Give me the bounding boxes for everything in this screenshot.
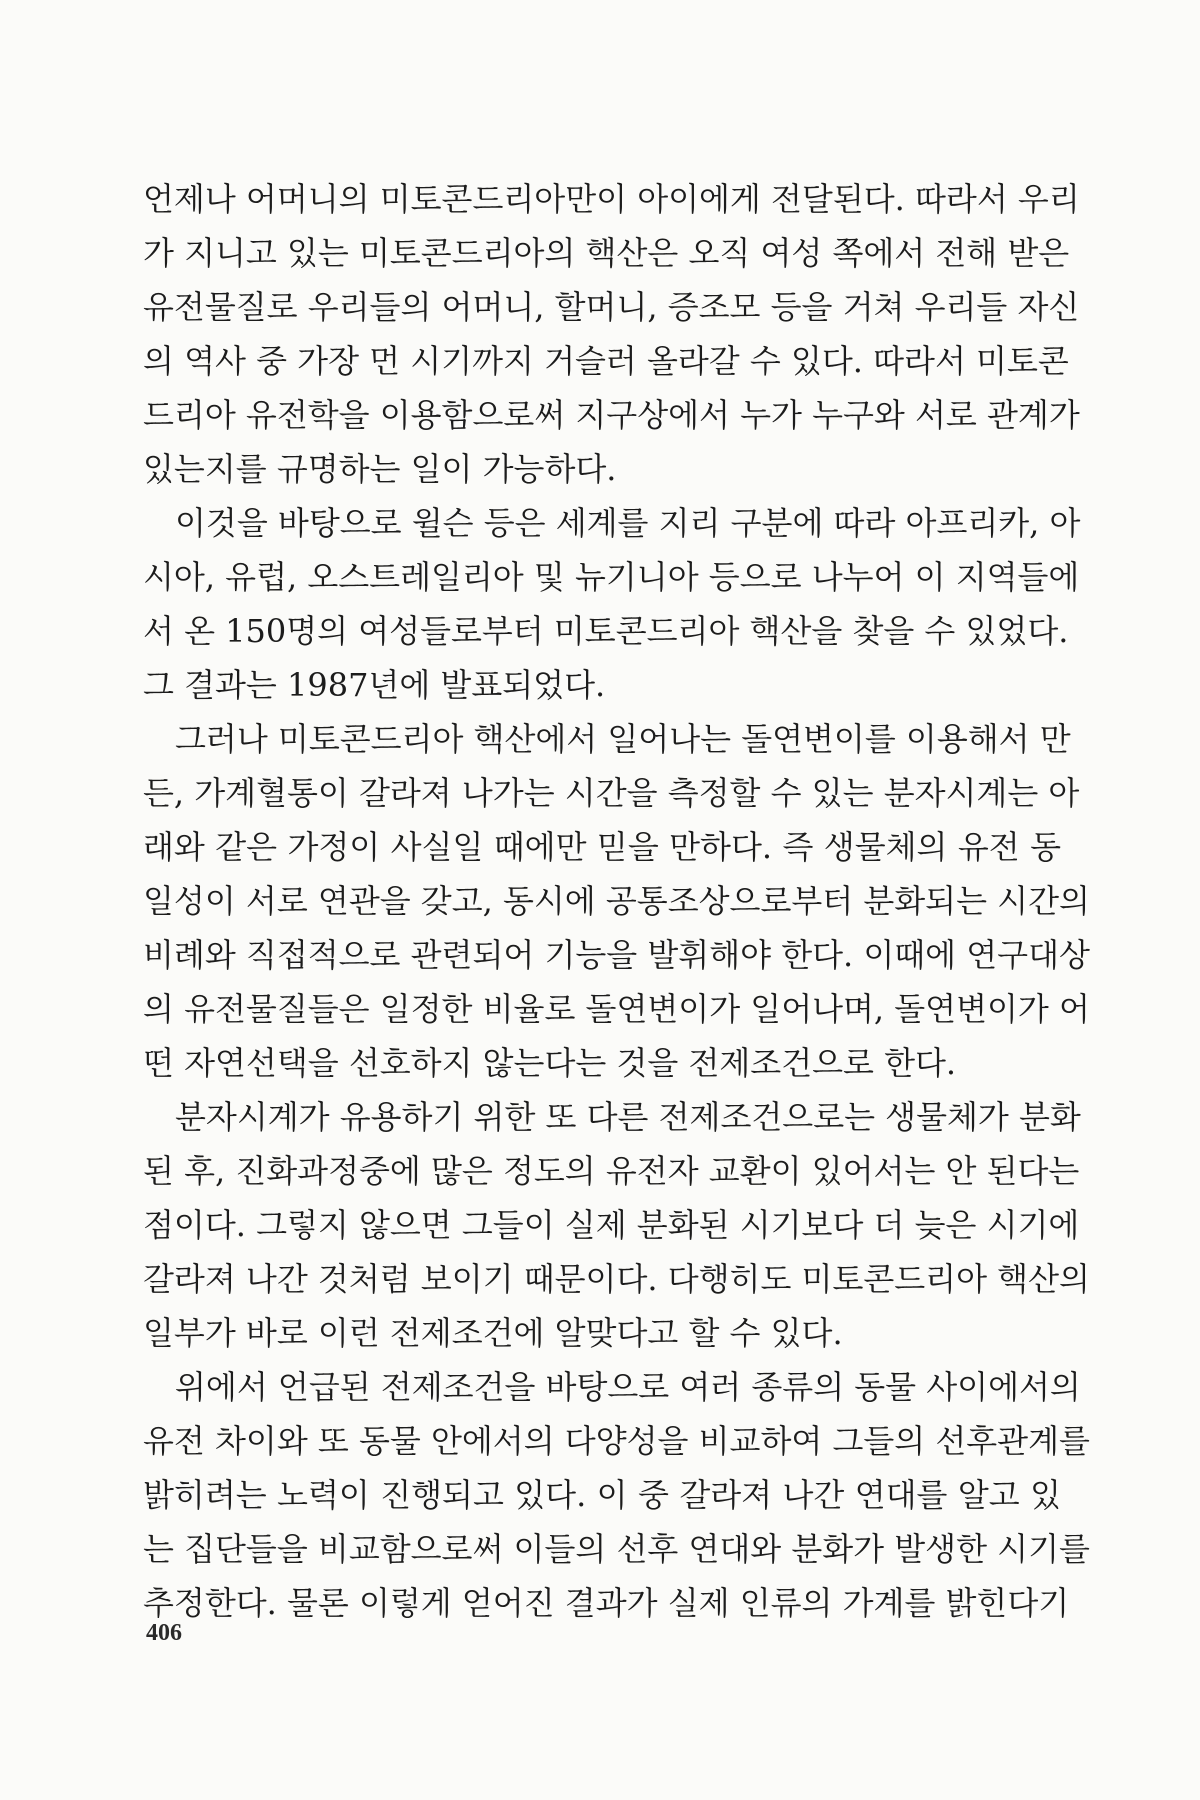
- text-line: 유전 차이와 또 동물 안에서의 다양성을 비교하여 그들의 선후관계를: [143, 1422, 1090, 1460]
- text-line: 드리아 유전학을 이용함으로써 지구상에서 누가 누구와 서로 관계가: [143, 396, 1080, 434]
- text-line: 는 집단들을 비교함으로써 이들의 선후 연대와 분화가 발생한 시기를: [143, 1530, 1090, 1568]
- text-line: 점이다. 그렇지 않으면 그들이 실제 분화된 시기보다 더 늦은 시기에: [143, 1206, 1080, 1244]
- text-line: 밝히려는 노력이 진행되고 있다. 이 중 갈라져 나간 연대를 알고 있: [143, 1476, 1061, 1514]
- text-line: 갈라져 나간 것처럼 보이기 때문이다. 다행히도 미토콘드리아 핵산의: [143, 1260, 1090, 1298]
- text-line: 언제나 어머니의 미토콘드리아만이 아이에게 전달된다. 따라서 우리: [143, 180, 1080, 218]
- text-line: 시아, 유럽, 오스트레일리아 및 뉴기니아 등으로 나누어 이 지역들에: [143, 558, 1080, 596]
- text-line: 그 결과는 1987년에 발표되었다.: [143, 666, 606, 704]
- text-line: 일부가 바로 이런 전제조건에 알맞다고 할 수 있다.: [143, 1314, 843, 1352]
- text-line: 든, 가계혈통이 갈라져 나가는 시간을 측정할 수 있는 분자시계는 아: [143, 774, 1080, 812]
- text-line: 이것을 바탕으로 윌슨 등은 세계를 지리 구분에 따라 아프리카, 아: [175, 504, 1081, 542]
- text-line: 비례와 직접적으로 관련되어 기능을 발휘해야 한다. 이때에 연구대상: [143, 936, 1090, 974]
- text-line: 위에서 언급된 전제조건을 바탕으로 여러 종류의 동물 사이에서의: [175, 1368, 1081, 1406]
- text-line: 추정한다. 물론 이렇게 얻어진 결과가 실제 인류의 가계를 밝힌다기: [143, 1584, 1070, 1622]
- page-number: 406: [146, 1620, 182, 1646]
- text-line: 서 온 150명의 여성들로부터 미토콘드리아 핵산을 찾을 수 있었다.: [143, 612, 1069, 650]
- text-line: 유전물질로 우리들의 어머니, 할머니, 증조모 등을 거쳐 우리들 자신: [143, 288, 1080, 326]
- text-line: 의 유전물질들은 일정한 비율로 돌연변이가 일어나며, 돌연변이가 어: [143, 990, 1090, 1028]
- body-text: [143, 172, 1090, 1630]
- text-line: 떤 자연선택을 선호하지 않는다는 것을 전제조건으로 한다.: [143, 1044, 957, 1082]
- text-line: 의 역사 중 가장 먼 시기까지 거슬러 올라갈 수 있다. 따라서 미토콘: [143, 342, 1069, 380]
- text-line: 래와 같은 가정이 사실일 때에만 믿을 만하다. 즉 생물체의 유전 동: [143, 828, 1061, 866]
- text-line: 그러나 미토콘드리아 핵산에서 일어나는 돌연변이를 이용해서 만: [175, 720, 1071, 758]
- text-line: 있는지를 규명하는 일이 가능하다.: [143, 450, 617, 488]
- text-line: 가 지니고 있는 미토콘드리아의 핵산은 오직 여성 쪽에서 전해 받은: [143, 234, 1070, 272]
- text-line: 분자시계가 유용하기 위한 또 다른 전제조건으로는 생물체가 분화: [175, 1098, 1081, 1136]
- text-line: 된 후, 진화과정중에 많은 정도의 유전자 교환이 있어서는 안 된다는: [143, 1152, 1080, 1190]
- text-line: 일성이 서로 연관을 갖고, 동시에 공통조상으로부터 분화되는 시간의: [143, 882, 1090, 920]
